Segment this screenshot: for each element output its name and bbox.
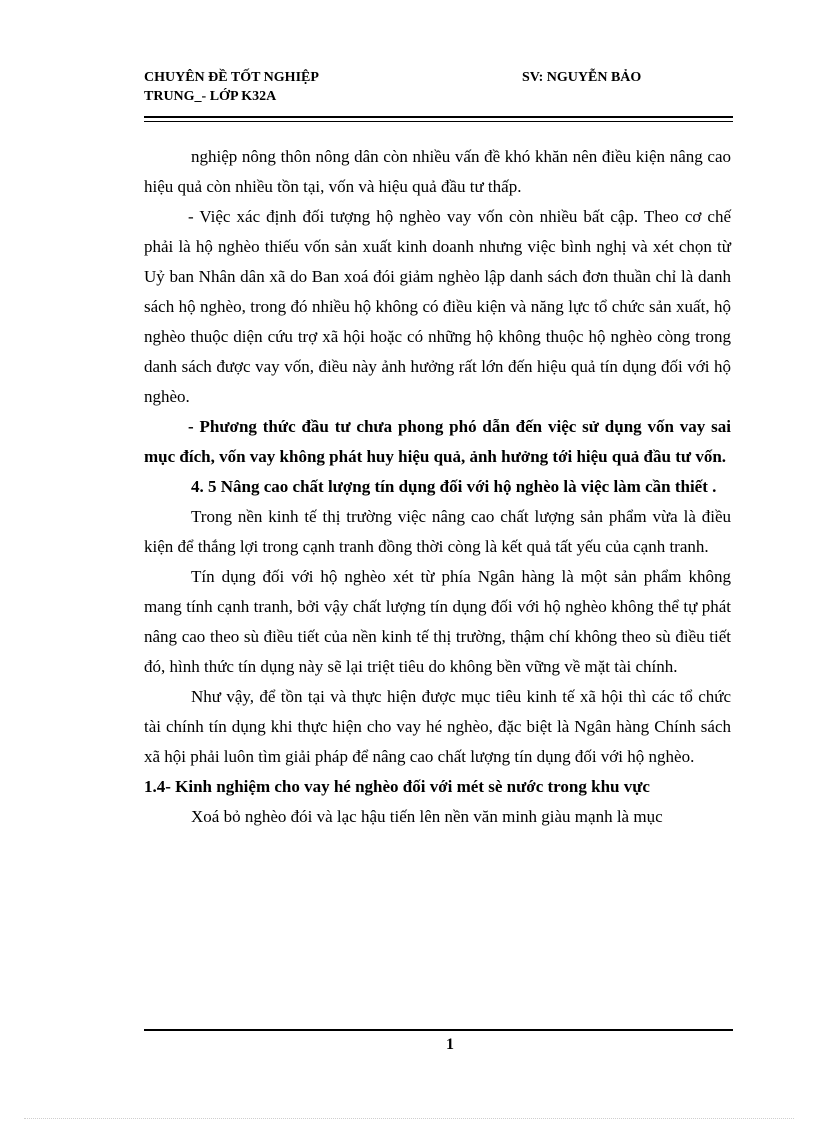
paragraph-financial-institutions: Như vậy, để tồn tại và thực hiện được mục tiêu kinh tế xã hội thì các tổ chức tài chính tín dụng khi thực hiện cho vay hé nghèo, đặc biệt là Ngân hàng Chính sách xã hội phải luôn tìm giải pháp để nâng cao chất lượng tín dụng đối với hộ nghèo. <box>144 687 731 766</box>
page-edge-divider <box>24 1118 794 1119</box>
header-rule-thin <box>144 121 733 122</box>
header-student-name: SV: NGUYỄN BẢO <box>522 70 642 85</box>
document-body <box>144 142 731 832</box>
paragraph-investment-method: - Phương thức đầu tư chưa phong phó dẫn đến việc sử dụng vốn vay sai mục đích, vốn vay không phát huy hiệu quả, ảnh hưởng tới hiệu quả đầu tư vốn. <box>144 417 731 466</box>
page-number: 1 <box>446 1036 454 1053</box>
paragraph-poor-household-selection: - Việc xác định đối tượng hộ nghèo vay vốn còn nhiều bất cập. Theo cơ chế phải là hộ nghèo thiếu vốn sản xuất kinh doanh nhưng việc bình nghị và xét chọn từ Uỷ ban Nhân dân xã do Ban xoá đói giảm nghèo lập danh sách đơn thuần chỉ là danh sách hộ nghèo, trong đó nhiều hộ không có điều kiện và năng lực tổ chức sản xuất, hộ nghèo thuộc diện cứu trợ xã hội hoặc có những hộ không thuộc hộ nghèo còng trong danh sách được vay vốn, điều này ảnh hưởng rất lớn đến hiệu quả tín dụng đối với hộ nghèo. <box>144 207 731 406</box>
section-heading-1-4: 1.4- Kinh nghiệm cho vay hé nghèo đối với mét sè nước trong khu vực <box>144 777 650 796</box>
paragraph-continuation: nghiệp nông thôn nông dân còn nhiều vấn đề khó khăn nên điều kiện nâng cao hiệu quả còn nhiều tồn tại, vốn và hiệu quả đầu tư thấp. <box>144 147 731 196</box>
section-heading-4-5: 4. 5 Nâng cao chất lượng tín dụng đối với hộ nghèo là việc làm cần thiết . <box>191 477 717 496</box>
paragraph-poverty-reduction: Xoá bỏ nghèo đói và lạc hậu tiến lên nền văn minh giàu mạnh là mục <box>191 807 663 826</box>
header-class-name: TRUNG_- LỚP K32A <box>144 89 277 104</box>
paragraph-credit-product: Tín dụng đối với hộ nghèo xét từ phía Ngân hàng là một sản phẩm không mang tính cạnh tranh, bởi vậy chất lượng tín dụng đối với hộ nghèo không thể tự phát nâng cao theo sù điều tiết của nền kinh tế thị trường, thậm chí không theo sù điều tiết đó, hình thức tín dụng này sẽ lại triệt tiêu do không bền vững về mặt tài chính. <box>144 567 731 676</box>
footer-rule <box>144 1029 733 1031</box>
header-course-title: CHUYÊN ĐỀ TỐT NGHIỆP <box>144 70 319 85</box>
paragraph-market-competition: Trong nền kinh tế thị trường việc nâng cao chất lượng sản phẩm vừa là điều kiện để thắng lợi trong cạnh tranh đồng thời còng là kết quả tất yếu của cạnh tranh. <box>144 507 731 556</box>
header-rule-thick <box>144 116 733 118</box>
